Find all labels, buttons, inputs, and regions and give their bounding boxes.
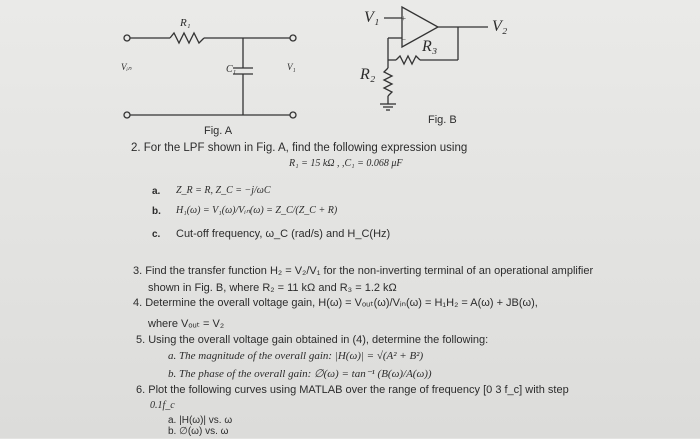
fig-b-resistor-r2 bbox=[384, 68, 392, 96]
fig-b-v2-label: V₂ bbox=[492, 18, 508, 35]
q2-b-text: H₁(ω) = V₁(ω)/Vᵢₙ(ω) = Z_C/(Z_C + R) bbox=[176, 205, 338, 216]
q6-b: b. ∅(ω) vs. ω bbox=[168, 426, 229, 437]
q2-text: 2. For the LPF shown in Fig. A, find the following expression using bbox=[131, 142, 468, 154]
q5-line1: 5. Using the overall voltage gain obtained in (4), determine the following: bbox=[136, 334, 489, 346]
fig-a-input-terminal-top bbox=[124, 35, 130, 41]
fig-a-r1-label: R₁ bbox=[180, 17, 191, 29]
fig-a-output-terminal-bottom bbox=[290, 112, 296, 118]
fig-a-v1-label: V₁ bbox=[287, 62, 296, 72]
fig-a-c1-label: C₁ bbox=[226, 64, 237, 75]
svg-text:−: − bbox=[401, 35, 407, 44]
fig-a-input-terminal-bottom bbox=[124, 112, 130, 118]
fig-a-output-terminal-top bbox=[290, 35, 296, 41]
fig-b-r2-label: R₂ bbox=[360, 66, 376, 83]
q2-c-label: c. bbox=[152, 229, 161, 240]
q3-line1: 3. Find the transfer function H₂ = V₂/V₁ for the non-inverting terminal of an operational amplifier bbox=[133, 265, 594, 277]
q5-a: a. The magnitude of the overall gain: |H(ω)| = √(A² + B²) bbox=[168, 350, 424, 362]
q4-line2: where Vₒᵤₜ = V₂ bbox=[148, 318, 225, 330]
fig-a-resistor-r1 bbox=[170, 33, 204, 43]
q2-given-values: R₁ = 15 kΩ , ,C₁ = 0.068 μF bbox=[289, 158, 403, 169]
q6-line2: 0.1f_c bbox=[150, 400, 175, 411]
q6-a: a. |H(ω)| vs. ω bbox=[168, 415, 233, 426]
q3-line2: shown in Fig. B, where R₂ = 11 kΩ and R₃ = 1.2 kΩ bbox=[148, 282, 397, 294]
fig-b-v1-label: V₁ bbox=[364, 9, 380, 26]
fig-a-vin-label: Vᵢₙ bbox=[121, 62, 132, 72]
q5-b: b. The phase of the overall gain: ∅(ω) = tan⁻¹ (B(ω)/A(ω)) bbox=[168, 368, 432, 380]
fig-b-resistor-r3 bbox=[396, 56, 420, 64]
q2-a-text: Z_R = R, Z_C = −j/ωC bbox=[176, 185, 271, 196]
fig-b-caption: Fig. B bbox=[428, 114, 457, 126]
q6-line1: 6. Plot the following curves using MATLAB over the range of frequency [0 3 f_c] with step bbox=[136, 384, 569, 396]
q2-a-label: a. bbox=[152, 186, 161, 197]
fig-b-r3-label: R₃ bbox=[422, 38, 438, 55]
q2-b-label: b. bbox=[152, 206, 161, 217]
q2-c-text: Cut-off frequency, ω_C (rad/s) and H_C(Hz) bbox=[176, 228, 391, 240]
q4-line1: 4. Determine the overall voltage gain, H(ω) = Vₒᵤₜ(ω)/Vᵢₙ(ω) = H₁H₂ = A(ω) + JB(ω), bbox=[133, 297, 538, 309]
svg-text:+: + bbox=[401, 14, 407, 23]
fig-a-caption: Fig. A bbox=[204, 125, 233, 137]
